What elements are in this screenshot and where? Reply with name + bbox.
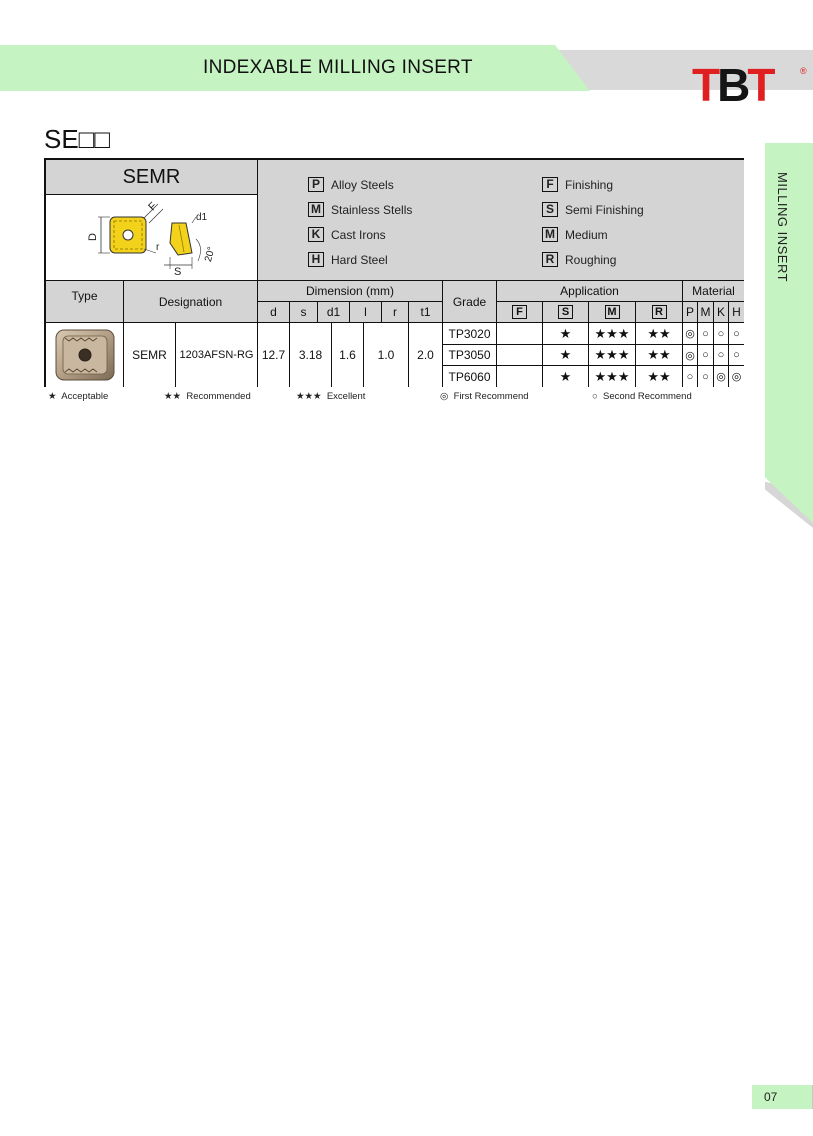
app-f-rating (497, 345, 543, 366)
section-title: SE□□ (44, 124, 111, 154)
mat-h-rating: ○ (729, 323, 744, 345)
logo-letter-b: B (717, 59, 748, 111)
mat-p-rating: ◎ (683, 323, 698, 345)
dim-col-t1: t1 (409, 302, 443, 323)
app-col-f: F (497, 302, 543, 323)
material-legend-h: H Hard Steel (308, 252, 388, 267)
header-application: Application (497, 281, 683, 302)
brand-logo (692, 60, 772, 110)
logo-letter-t2: T (747, 59, 773, 111)
header-material: Material (683, 281, 744, 302)
mat-col-k: K (714, 302, 729, 323)
app-r-rating: ★★ (636, 323, 683, 345)
application-legend-s: S Semi Finishing (542, 202, 644, 217)
insert-diagram (46, 195, 258, 281)
app-r-rating: ★★ (636, 366, 683, 387)
legend-excellent: ★★★ Excellent (296, 391, 366, 402)
mat-m-rating: ○ (698, 366, 714, 387)
insert-diagram-svg (46, 195, 257, 280)
mat-k-rating: ○ (714, 323, 729, 345)
legend-first-recommend: ◎ First Recommend (440, 391, 529, 402)
insert-photo (53, 328, 117, 382)
header-type: Type (46, 281, 124, 323)
legend-acceptable: ★ Acceptable (48, 391, 109, 402)
mat-col-m: M (698, 302, 714, 323)
row-dim-r: 1.0 (364, 323, 409, 387)
dim-col-d1: d1 (318, 302, 350, 323)
application-legend-m: M Medium (542, 227, 608, 242)
grade-name: TP6060 (443, 366, 497, 387)
header-dimension: Dimension (mm) (258, 281, 443, 302)
dim-col-s: s (290, 302, 318, 323)
grade-name: TP3020 (443, 323, 497, 345)
app-s-rating: ★ (543, 345, 589, 366)
legend-second-recommend: ○ Second Recommend (592, 391, 692, 402)
material-legend-m: M Stainless Stells (308, 202, 412, 217)
diagram-label-angle: 20° (203, 245, 218, 264)
mat-col-p: P (683, 302, 698, 323)
mat-p-rating: ◎ (683, 345, 698, 366)
mat-m-rating: ○ (698, 345, 714, 366)
app-col-m: M (589, 302, 636, 323)
material-legend-k: K Cast Irons (308, 227, 386, 242)
app-col-s: S (543, 302, 589, 323)
row-dim-d: 12.7 (258, 323, 290, 387)
row-designation: 1203AFSN-RG (176, 323, 258, 387)
logo-letter-t1: T (692, 59, 718, 111)
header-designation: Designation (124, 281, 258, 323)
mat-k-rating: ○ (714, 345, 729, 366)
row-dim-s: 3.18 (290, 323, 332, 387)
dim-col-l: l (350, 302, 382, 323)
diagram-label-d-dimension: D (87, 233, 99, 241)
diagram-label-f: F (146, 200, 160, 214)
app-m-rating: ★★★ (589, 345, 636, 366)
legend-panel (258, 160, 744, 281)
material-legend-p: P Alloy Steels (308, 177, 394, 192)
legend-recommended: ★★ Recommended (164, 391, 251, 402)
app-col-r: R (636, 302, 683, 323)
app-m-rating: ★★★ (589, 323, 636, 345)
mat-k-rating: ◎ (714, 366, 729, 387)
diagram-label-r: r (156, 242, 160, 253)
page-title: INDEXABLE MILLING INSERT (203, 57, 473, 78)
application-legend-f: F Finishing (542, 177, 613, 192)
app-r-rating: ★★ (636, 345, 683, 366)
mat-h-rating: ○ (729, 345, 744, 366)
app-s-rating: ★ (543, 366, 589, 387)
app-m-rating: ★★★ (589, 366, 636, 387)
mat-p-rating: ○ (683, 366, 698, 387)
mat-col-h: H (729, 302, 744, 323)
app-s-rating: ★ (543, 323, 589, 345)
header-grade: Grade (443, 281, 497, 323)
page-number: 07 (752, 1085, 813, 1109)
dim-col-r: r (382, 302, 409, 323)
row-dim-d1: 1.6 (332, 323, 364, 387)
row-series: SEMR (124, 323, 176, 387)
series-name: SEMR (46, 160, 258, 195)
mat-h-rating: ◎ (729, 366, 744, 387)
logo-registered-mark: ® (800, 66, 807, 76)
diagram-label-d1: d1 (196, 212, 208, 223)
insert-spec-table (44, 158, 744, 387)
diagram-label-s: S (174, 266, 182, 278)
mat-m-rating: ○ (698, 323, 714, 345)
application-legend-r: R Roughing (542, 252, 616, 267)
app-f-rating (497, 366, 543, 387)
insert-photo-cell (46, 323, 124, 387)
row-dim-t1: 2.0 (409, 323, 443, 387)
dim-col-d: d (258, 302, 290, 323)
grade-name: TP3050 (443, 345, 497, 366)
side-tab-label: MILLING INSERT (775, 172, 790, 283)
app-f-rating (497, 323, 543, 345)
